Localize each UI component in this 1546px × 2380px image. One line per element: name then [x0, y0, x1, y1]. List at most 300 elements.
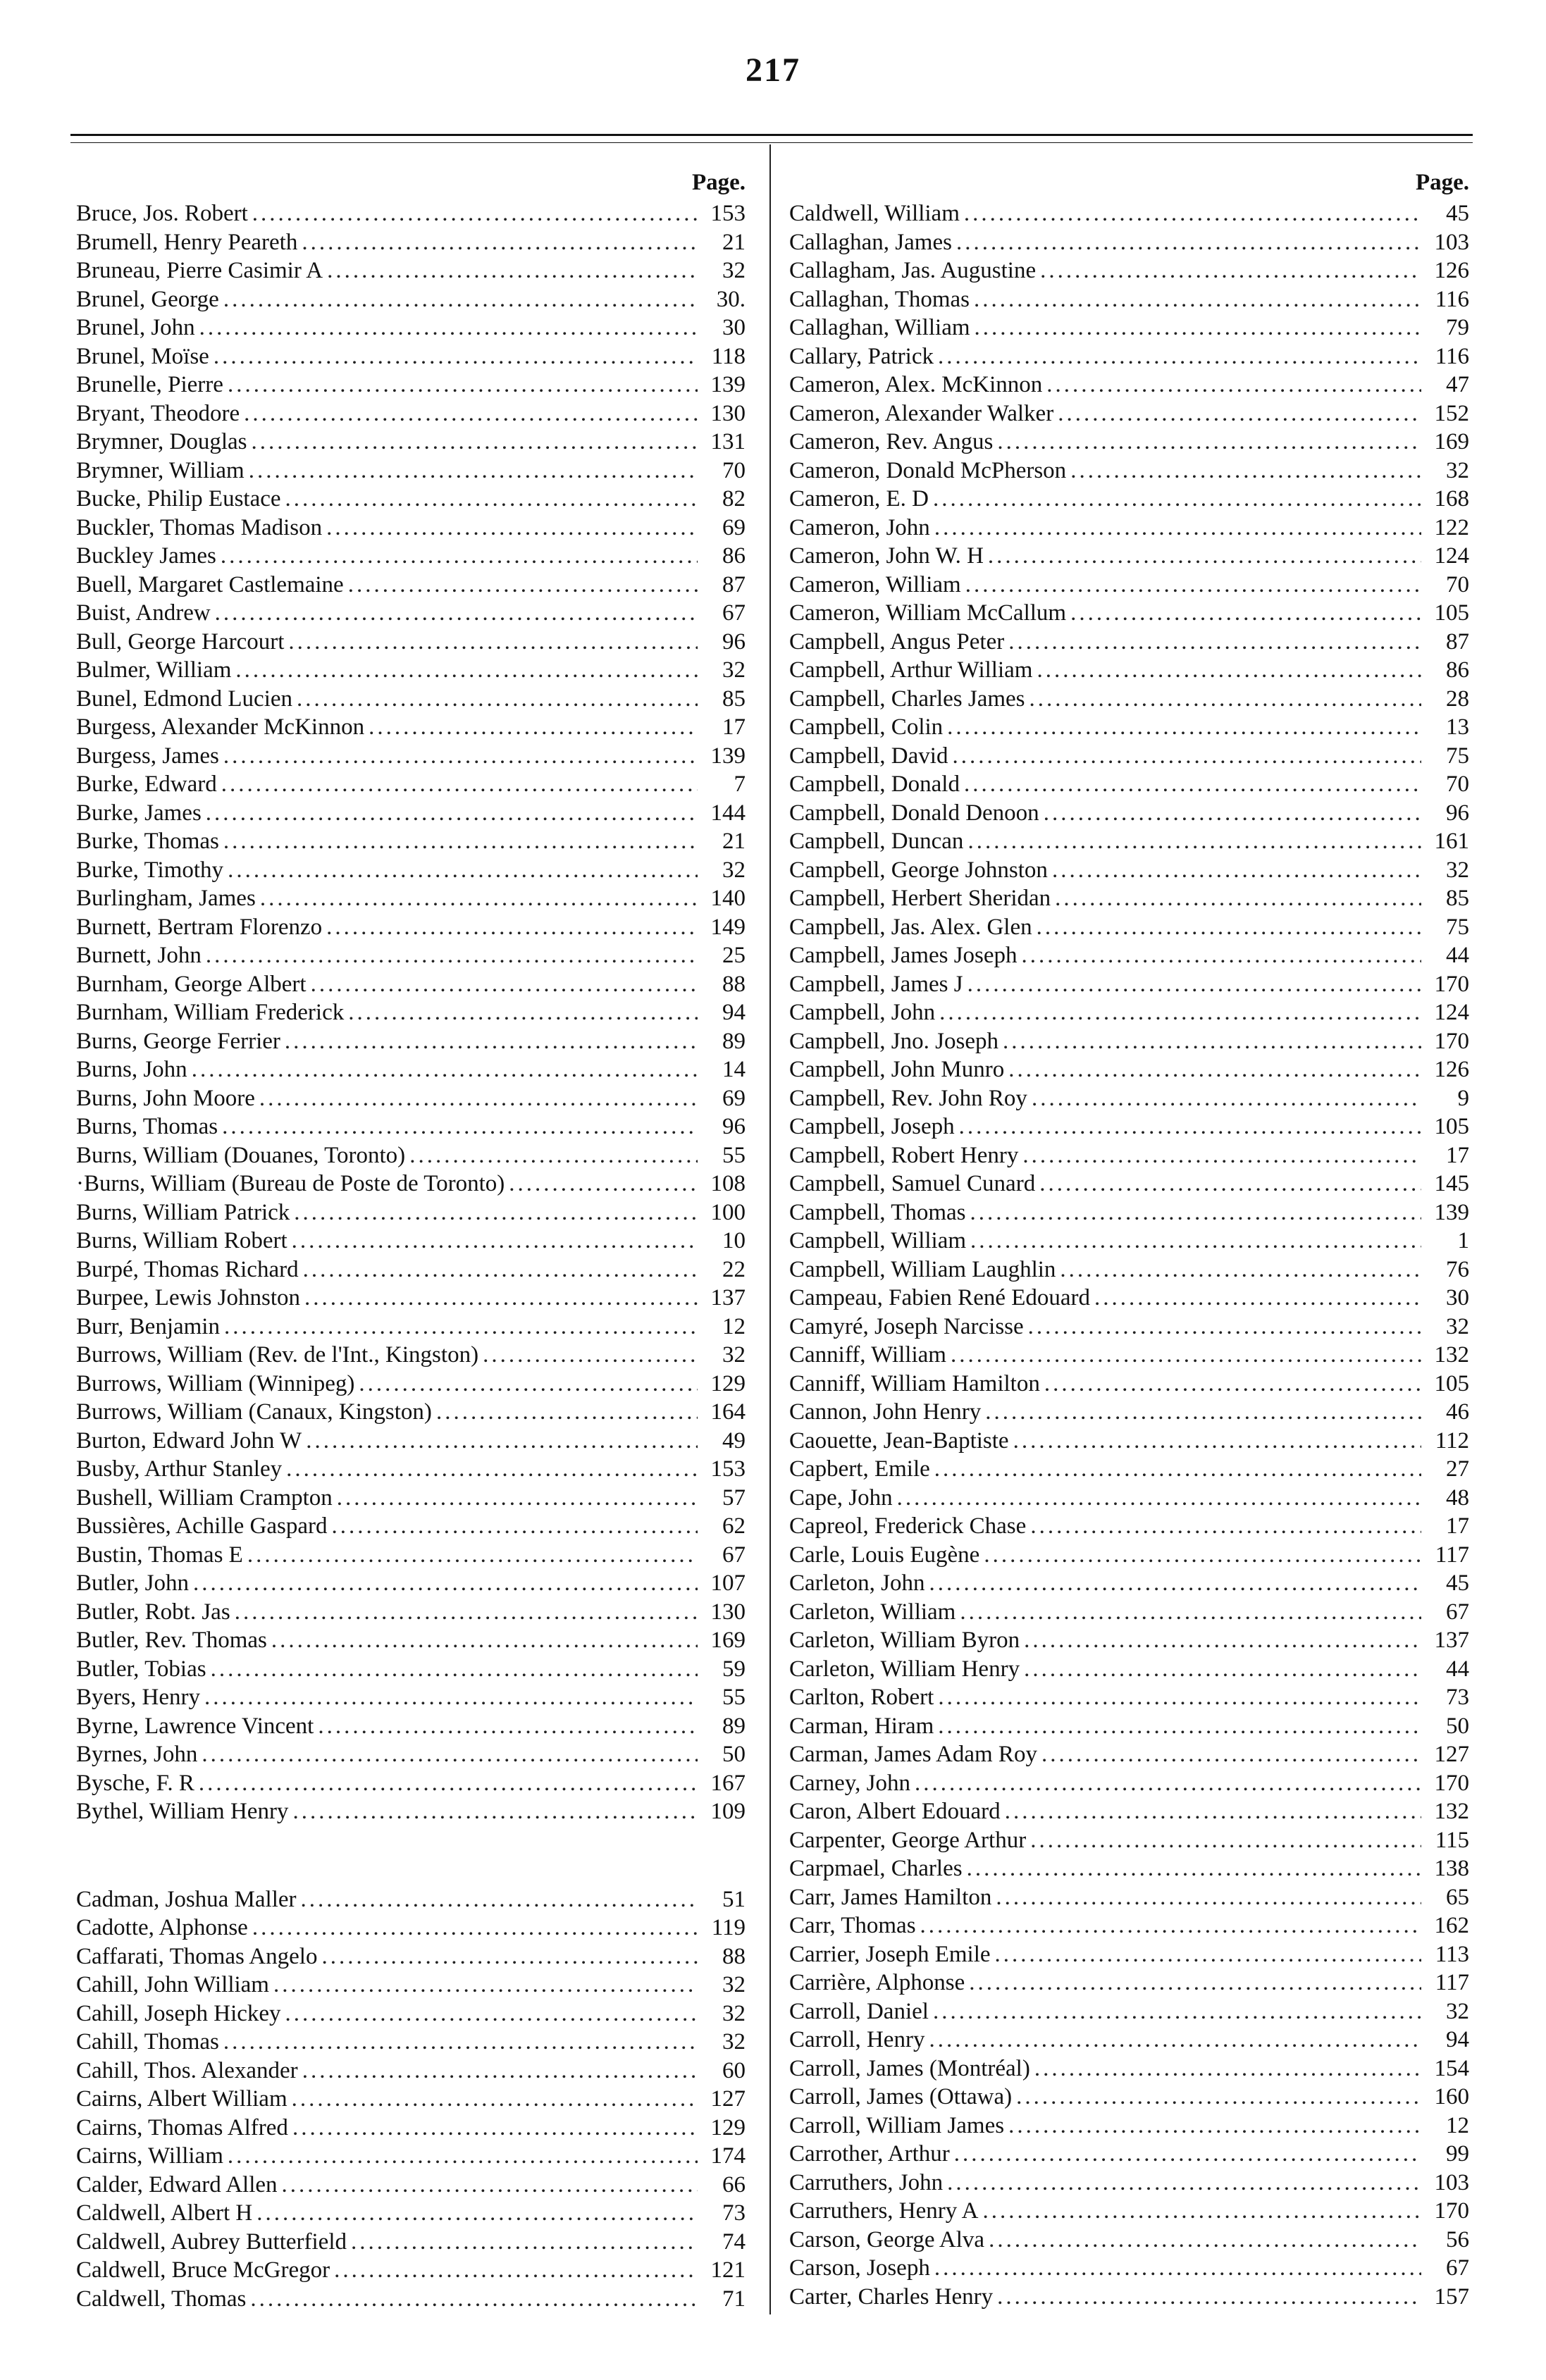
index-entry [76, 2171, 746, 2200]
leader-dots [1060, 1256, 1421, 1284]
entry-page-number: 48 [1446, 1485, 1469, 1511]
entry-name: Caldwell, William [789, 201, 960, 226]
entry-name: Burnham, George Albert [76, 971, 307, 997]
header-rule [70, 134, 1473, 136]
leader-dots [285, 2000, 698, 2028]
leader-dots [282, 2171, 698, 2200]
entry-name: Campbell, William Laughlin [789, 1256, 1056, 1282]
index-entry [76, 285, 746, 314]
entry-name: Burns, William (Douanes, Toronto) [76, 1142, 406, 1168]
entry-name: Cadotte, Alphonse [76, 1915, 248, 1940]
entry-page-number: 44 [1446, 943, 1469, 968]
entry-name: Butler, Rev. Thomas [76, 1628, 267, 1653]
index-entry [76, 2028, 746, 2057]
index-entry [789, 314, 1469, 342]
leader-dots [326, 514, 698, 543]
entry-page-number: 30 [1446, 1285, 1469, 1310]
entry-page-number: 127 [1434, 1742, 1469, 1767]
entry-name: Caldwell, Aubrey Butterfield [76, 2229, 347, 2255]
entry-page-number: 12 [1446, 2112, 1469, 2138]
entry-name: Campbell, Rev. John Roy [789, 1085, 1027, 1111]
entry-name: Brymner, Douglas [76, 429, 247, 454]
leader-dots [1024, 1655, 1421, 1684]
entry-page-number: 88 [722, 971, 746, 997]
entry-name: Campbell, Samuel Cunard [789, 1171, 1036, 1196]
index-entry [76, 1712, 746, 1741]
entry-name: Carter, Charles Henry [789, 2283, 994, 2310]
entry-name: Carman, James Adam Roy [789, 1742, 1037, 1767]
index-entry [789, 1427, 1469, 1456]
entry-name: Burgess, Alexander McKinnon [76, 714, 365, 740]
leader-dots [228, 856, 698, 885]
index-entry [789, 1084, 1469, 1113]
entry-name: Carlton, Robert [789, 1685, 934, 1710]
leader-dots [235, 656, 698, 685]
leader-dots [938, 1712, 1421, 1741]
leader-dots [292, 2085, 698, 2114]
leader-dots [369, 713, 698, 742]
leader-dots [1046, 371, 1421, 399]
index-entry [789, 256, 1469, 285]
leader-dots [1055, 884, 1421, 913]
index-entry [76, 2199, 746, 2228]
entry-page-number: 17 [1446, 1142, 1469, 1168]
entry-name: Campbell, David [789, 743, 948, 769]
index-entry [76, 1885, 746, 1914]
entry-name: Carleton, William Byron [789, 1628, 1020, 1653]
entry-name: Campbell, Donald Denoon [789, 800, 1039, 826]
index-entry [76, 399, 746, 428]
entry-name: Carney, John [789, 1770, 910, 1796]
entry-page-number: 94 [722, 1000, 746, 1025]
index-entry [789, 1398, 1469, 1427]
entry-page-number: 139 [1434, 1199, 1469, 1225]
entry-name: Caldwell, Thomas [76, 2286, 247, 2312]
index-entry [789, 1598, 1469, 1627]
leader-dots [1094, 1284, 1421, 1313]
leader-dots [1029, 685, 1421, 714]
entry-name: Burpee, Lewis Johnston [76, 1285, 301, 1310]
entry-page-number: 117 [1435, 1542, 1469, 1568]
entry-name: Cairns, William [76, 2143, 223, 2169]
leader-dots [214, 342, 698, 371]
leader-dots [292, 1227, 698, 1256]
leader-dots [1022, 941, 1421, 970]
entry-name: Carson, Joseph [789, 2255, 930, 2281]
entry-name: Butler, Tobias [76, 1656, 206, 1682]
leader-dots [1030, 1826, 1421, 1855]
index-entry [789, 2140, 1469, 2169]
entry-page-number: 32 [1446, 1998, 1469, 2024]
leader-dots [303, 1256, 698, 1284]
entry-name: Byrnes, John [76, 1742, 198, 1767]
entry-page-number: 129 [710, 1370, 746, 1396]
entry-page-number: 99 [1446, 2141, 1469, 2167]
entry-page-number: 170 [1434, 2198, 1469, 2224]
entry-page-number: 164 [710, 1399, 746, 1425]
leader-dots [318, 1712, 698, 1741]
entry-name: Carrière, Alphonse [789, 1970, 965, 1995]
entry-page-number: 55 [722, 1142, 746, 1168]
entry-name: Bunel, Edmond Lucien [76, 686, 293, 712]
entry-page-number: 62 [722, 1513, 746, 1539]
entry-page-number: 154 [1434, 2055, 1469, 2081]
entry-page-number: 116 [1435, 343, 1469, 369]
entry-name: Callaghan, James [789, 229, 952, 255]
index-entry [789, 1256, 1469, 1284]
entry-name: Burns, George Ferrier [76, 1028, 280, 1054]
index-entry [789, 1883, 1469, 1912]
leader-dots [1044, 1370, 1421, 1399]
leader-dots [1039, 1170, 1421, 1198]
index-entry [789, 713, 1469, 742]
entry-page-number: 126 [1434, 1057, 1469, 1082]
entry-page-number: 137 [710, 1285, 746, 1310]
leader-dots [967, 1854, 1421, 1883]
entry-page-number: 30 [722, 315, 746, 340]
leader-dots [959, 1112, 1421, 1141]
entry-page-number: 9 [1457, 1085, 1469, 1111]
index-entry [789, 856, 1469, 885]
index-entry [789, 1284, 1469, 1313]
entry-name: Bruneau, Pierre Casimir A [76, 258, 323, 283]
leader-dots [967, 970, 1421, 999]
entry-name: Carruthers, Henry A [789, 2198, 979, 2224]
index-entry [789, 941, 1469, 970]
entry-name: Caldwell, Bruce McGregor [76, 2257, 330, 2283]
index-entry [76, 228, 746, 257]
entry-page-number: 60 [722, 2057, 746, 2083]
index-entry [789, 1170, 1469, 1198]
index-list-c [76, 1885, 746, 2314]
leader-dots [260, 884, 698, 913]
entry-name: Carpmael, Charles [789, 1856, 963, 1881]
leader-dots [1041, 1740, 1421, 1769]
entry-page-number: 82 [722, 486, 746, 512]
entry-page-number: 132 [1434, 1342, 1469, 1368]
entry-page-number: 32 [722, 2000, 746, 2026]
entry-name: Canniff, William Hamilton [789, 1370, 1040, 1396]
entry-page-number: 1 [1457, 1228, 1469, 1253]
index-entry [76, 1569, 746, 1598]
index-entry [789, 1655, 1469, 1684]
leader-dots [969, 1969, 1421, 1997]
leader-dots [1008, 2112, 1421, 2140]
entry-name: Carpenter, George Arthur [789, 1827, 1027, 1853]
leader-dots [933, 485, 1421, 514]
index-entry [789, 1455, 1469, 1484]
index-entry [789, 1940, 1469, 1969]
leader-dots [964, 770, 1421, 799]
entry-page-number: 86 [1446, 657, 1469, 683]
index-entry [76, 2228, 746, 2257]
entry-page-number: 22 [722, 1256, 746, 1282]
index-entry [76, 913, 746, 942]
right-column [789, 166, 1469, 2311]
entry-page-number: 174 [710, 2143, 746, 2169]
entry-name: Callagham, Jas. Augustine [789, 258, 1037, 283]
leader-dots [202, 1740, 698, 1769]
entry-name: Cameron, Alexander Walker [789, 400, 1054, 426]
entry-page-number: 109 [710, 1799, 746, 1824]
entry-page-number: 70 [1446, 571, 1469, 597]
index-entry [789, 1854, 1469, 1883]
index-entry [76, 2057, 746, 2085]
entry-page-number: 73 [722, 2200, 746, 2226]
index-entry [76, 628, 746, 657]
entry-page-number: 74 [722, 2229, 746, 2255]
entry-name: Byers, Henry [76, 1685, 200, 1710]
entry-name: Campbell, Colin [789, 714, 944, 740]
leader-dots [244, 399, 698, 428]
index-entry [789, 285, 1469, 314]
entry-name: Campbell, Duncan [789, 829, 964, 854]
index-entry [76, 1370, 746, 1399]
entry-page-number: 57 [722, 1485, 746, 1511]
leader-dots [1037, 913, 1421, 942]
entry-page-number: 14 [722, 1057, 746, 1082]
entry-name: Burke, James [76, 800, 202, 826]
entry-page-number: 32 [722, 2029, 746, 2054]
index-entry [76, 1398, 746, 1427]
index-list-b [76, 199, 746, 1826]
index-entry [76, 656, 746, 685]
leader-dots [193, 1569, 698, 1598]
leader-dots [1022, 1141, 1421, 1170]
leader-dots [920, 1911, 1421, 1940]
entry-page-number: 70 [722, 457, 746, 483]
index-entry [789, 1769, 1469, 1798]
entry-name: Bruce, Jos. Robert [76, 201, 248, 226]
index-entry [789, 1484, 1469, 1513]
entry-name: Bysche, F. R [76, 1770, 194, 1796]
leader-dots [259, 1084, 698, 1113]
left-column [76, 166, 746, 2313]
entry-page-number: 75 [1446, 914, 1469, 940]
leader-dots [252, 1914, 698, 1942]
index-entry [76, 1797, 746, 1826]
leader-dots [326, 913, 698, 942]
entry-name: Campbell, Herbert Sheridan [789, 886, 1051, 911]
leader-dots [222, 1112, 698, 1141]
index-entry [76, 742, 746, 771]
entry-page-number: 21 [722, 229, 746, 255]
entry-page-number: 67 [722, 600, 746, 626]
entry-page-number: 32 [722, 857, 746, 883]
index-entry [789, 827, 1469, 856]
entry-page-number: 108 [710, 1171, 746, 1196]
page-column-header: Page. [1415, 170, 1469, 195]
leader-dots [235, 1598, 698, 1627]
leader-dots [311, 970, 698, 999]
entry-page-number: 117 [1435, 1970, 1469, 1995]
index-entry [789, 1712, 1469, 1741]
entry-name: Callary, Patrick [789, 343, 934, 369]
entry-page-number: 7 [734, 771, 746, 797]
leader-dots [1024, 1626, 1421, 1655]
entry-page-number: 124 [1434, 1000, 1469, 1025]
index-entry [76, 256, 746, 285]
entry-name: Carleton, William [789, 1599, 956, 1625]
index-entry [789, 770, 1469, 799]
index-entry [789, 742, 1469, 771]
entry-page-number: 21 [722, 829, 746, 854]
leader-dots [956, 228, 1421, 257]
entry-page-number: 30. [716, 286, 746, 312]
leader-dots [1032, 1084, 1421, 1113]
index-entry [76, 485, 746, 514]
index-entry [76, 1313, 746, 1341]
leader-dots [964, 199, 1421, 228]
entry-name: Campbell, Jno. Joseph [789, 1028, 998, 1054]
entry-page-number: 28 [1446, 686, 1469, 712]
index-entry [76, 199, 746, 228]
index-entry [789, 2283, 1469, 2312]
entry-page-number: 50 [1446, 1713, 1469, 1739]
entry-name: Carrother, Arthur [789, 2141, 950, 2167]
leader-dots [975, 314, 1421, 342]
leader-dots [947, 713, 1421, 742]
leader-dots [1058, 399, 1421, 428]
leader-dots [951, 1341, 1421, 1370]
entry-name: Brunel, Moïse [76, 343, 209, 369]
index-entry [76, 941, 746, 970]
index-entry [76, 314, 746, 342]
entry-page-number: 47 [1446, 372, 1469, 397]
entry-name: Calder, Edward Allen [76, 2171, 278, 2198]
leader-dots [228, 371, 698, 399]
entry-name: Campbell, Joseph [789, 1114, 955, 1139]
entry-page-number: 122 [1434, 514, 1469, 540]
entry-name: Buckler, Thomas Madison [76, 514, 323, 540]
leader-dots [939, 998, 1421, 1027]
index-entry [789, 399, 1469, 428]
entry-page-number: 51 [722, 1886, 746, 1912]
section-gap [76, 1826, 746, 1885]
leader-dots [1008, 1055, 1421, 1084]
index-entry [76, 1341, 746, 1370]
entry-name: Carroll, William James [789, 2112, 1005, 2138]
leader-dots [221, 542, 698, 571]
entry-page-number: 96 [722, 1114, 746, 1139]
entry-page-number: 105 [1434, 600, 1469, 626]
index-entry [76, 1484, 746, 1513]
leader-dots [221, 770, 698, 799]
entry-page-number: 32 [1446, 857, 1469, 883]
entry-page-number: 132 [1434, 1799, 1469, 1824]
entry-name: Burns, William Robert [76, 1228, 287, 1253]
index-entry [76, 457, 746, 485]
index-entry [76, 856, 746, 885]
leader-dots [332, 1512, 698, 1541]
entry-name: Cameron, John [789, 514, 930, 540]
entry-name: Carleton, William Henry [789, 1656, 1020, 1682]
entry-name: Caouette, Jean-Baptiste [789, 1427, 1009, 1454]
entry-name: Bussières, Achille Gaspard [76, 1513, 328, 1539]
entry-page-number: 32 [722, 1972, 746, 1997]
entry-name: Burnett, Bertram Florenzo [76, 914, 323, 940]
entry-name: Carroll, Daniel [789, 1998, 929, 2024]
leader-dots [351, 2228, 698, 2257]
entry-page-number: 118 [711, 343, 746, 369]
entry-page-number: 67 [722, 1542, 746, 1568]
entry-name: Cairns, Albert William [76, 2086, 287, 2112]
entry-name: Cameron, Donald McPherson [789, 457, 1067, 483]
index-entry [76, 685, 746, 714]
index-entry [76, 514, 746, 543]
entry-page-number: 86 [722, 543, 746, 569]
index-entry [789, 799, 1469, 828]
entry-name: Bryant, Theodore [76, 400, 240, 426]
leader-dots [301, 1885, 698, 1914]
entry-name: Burnham, William Frederick [76, 1000, 345, 1025]
entry-page-number: 137 [1434, 1628, 1469, 1653]
leader-dots [988, 542, 1421, 571]
entry-name: Campbell, George Johnston [789, 857, 1048, 883]
entry-page-number: 17 [1446, 1513, 1469, 1539]
leader-dots [1003, 1027, 1421, 1056]
leader-dots [970, 1198, 1421, 1227]
index-entry [789, 2169, 1469, 2198]
leader-dots [321, 1942, 698, 1971]
entry-page-number: 161 [1434, 829, 1469, 854]
index-entry [789, 542, 1469, 571]
leader-dots [954, 2140, 1421, 2169]
leader-dots [302, 2057, 698, 2085]
index-entry [789, 2054, 1469, 2083]
entry-name: Campbell, John Munro [789, 1057, 1005, 1082]
index-entry [76, 1655, 746, 1684]
entry-name: Busby, Arthur Stanley [76, 1456, 283, 1482]
entry-page-number: 59 [722, 1656, 746, 1682]
entry-name: Carman, Hiram [789, 1713, 934, 1739]
entry-name: Brunel, John [76, 315, 195, 340]
entry-page-number: 76 [1446, 1256, 1469, 1282]
entry-name: Burns, John [76, 1057, 187, 1082]
entry-name: Brunel, George [76, 286, 219, 312]
entry-name: Cameron, William [789, 571, 961, 597]
index-entry [789, 485, 1469, 514]
index-entry [76, 1598, 746, 1627]
leader-dots [996, 1883, 1421, 1912]
entry-name: Burrows, William (Canaux, Kingston) [76, 1399, 432, 1425]
leader-dots [1037, 656, 1421, 685]
column-divider [769, 144, 771, 2314]
entry-name: Cape, John [789, 1485, 893, 1511]
entry-name: Carroll, James (Montréal) [789, 2055, 1030, 2081]
entry-name: Capreol, Frederick Chase [789, 1513, 1027, 1539]
leader-dots [1005, 1797, 1421, 1826]
entry-page-number: 85 [1446, 886, 1469, 911]
leader-dots [288, 628, 698, 657]
entry-name: Burns, William Patrick [76, 1199, 290, 1225]
entry-page-number: 49 [722, 1427, 746, 1454]
index-entry [789, 514, 1469, 543]
index-entry [789, 1027, 1469, 1056]
leader-dots [970, 1227, 1421, 1256]
leader-dots [359, 1370, 698, 1399]
entry-name: Cameron, Alex. McKinnon [789, 372, 1043, 397]
index-entry [789, 1626, 1469, 1655]
index-entry [76, 2114, 746, 2143]
page-number: 217 [746, 51, 800, 89]
leader-dots [306, 1427, 698, 1456]
entry-page-number: 12 [722, 1313, 746, 1339]
leader-dots [1028, 1313, 1421, 1341]
index-entry [789, 1997, 1469, 2026]
entry-page-number: 121 [710, 2257, 746, 2283]
leader-dots [223, 742, 698, 771]
